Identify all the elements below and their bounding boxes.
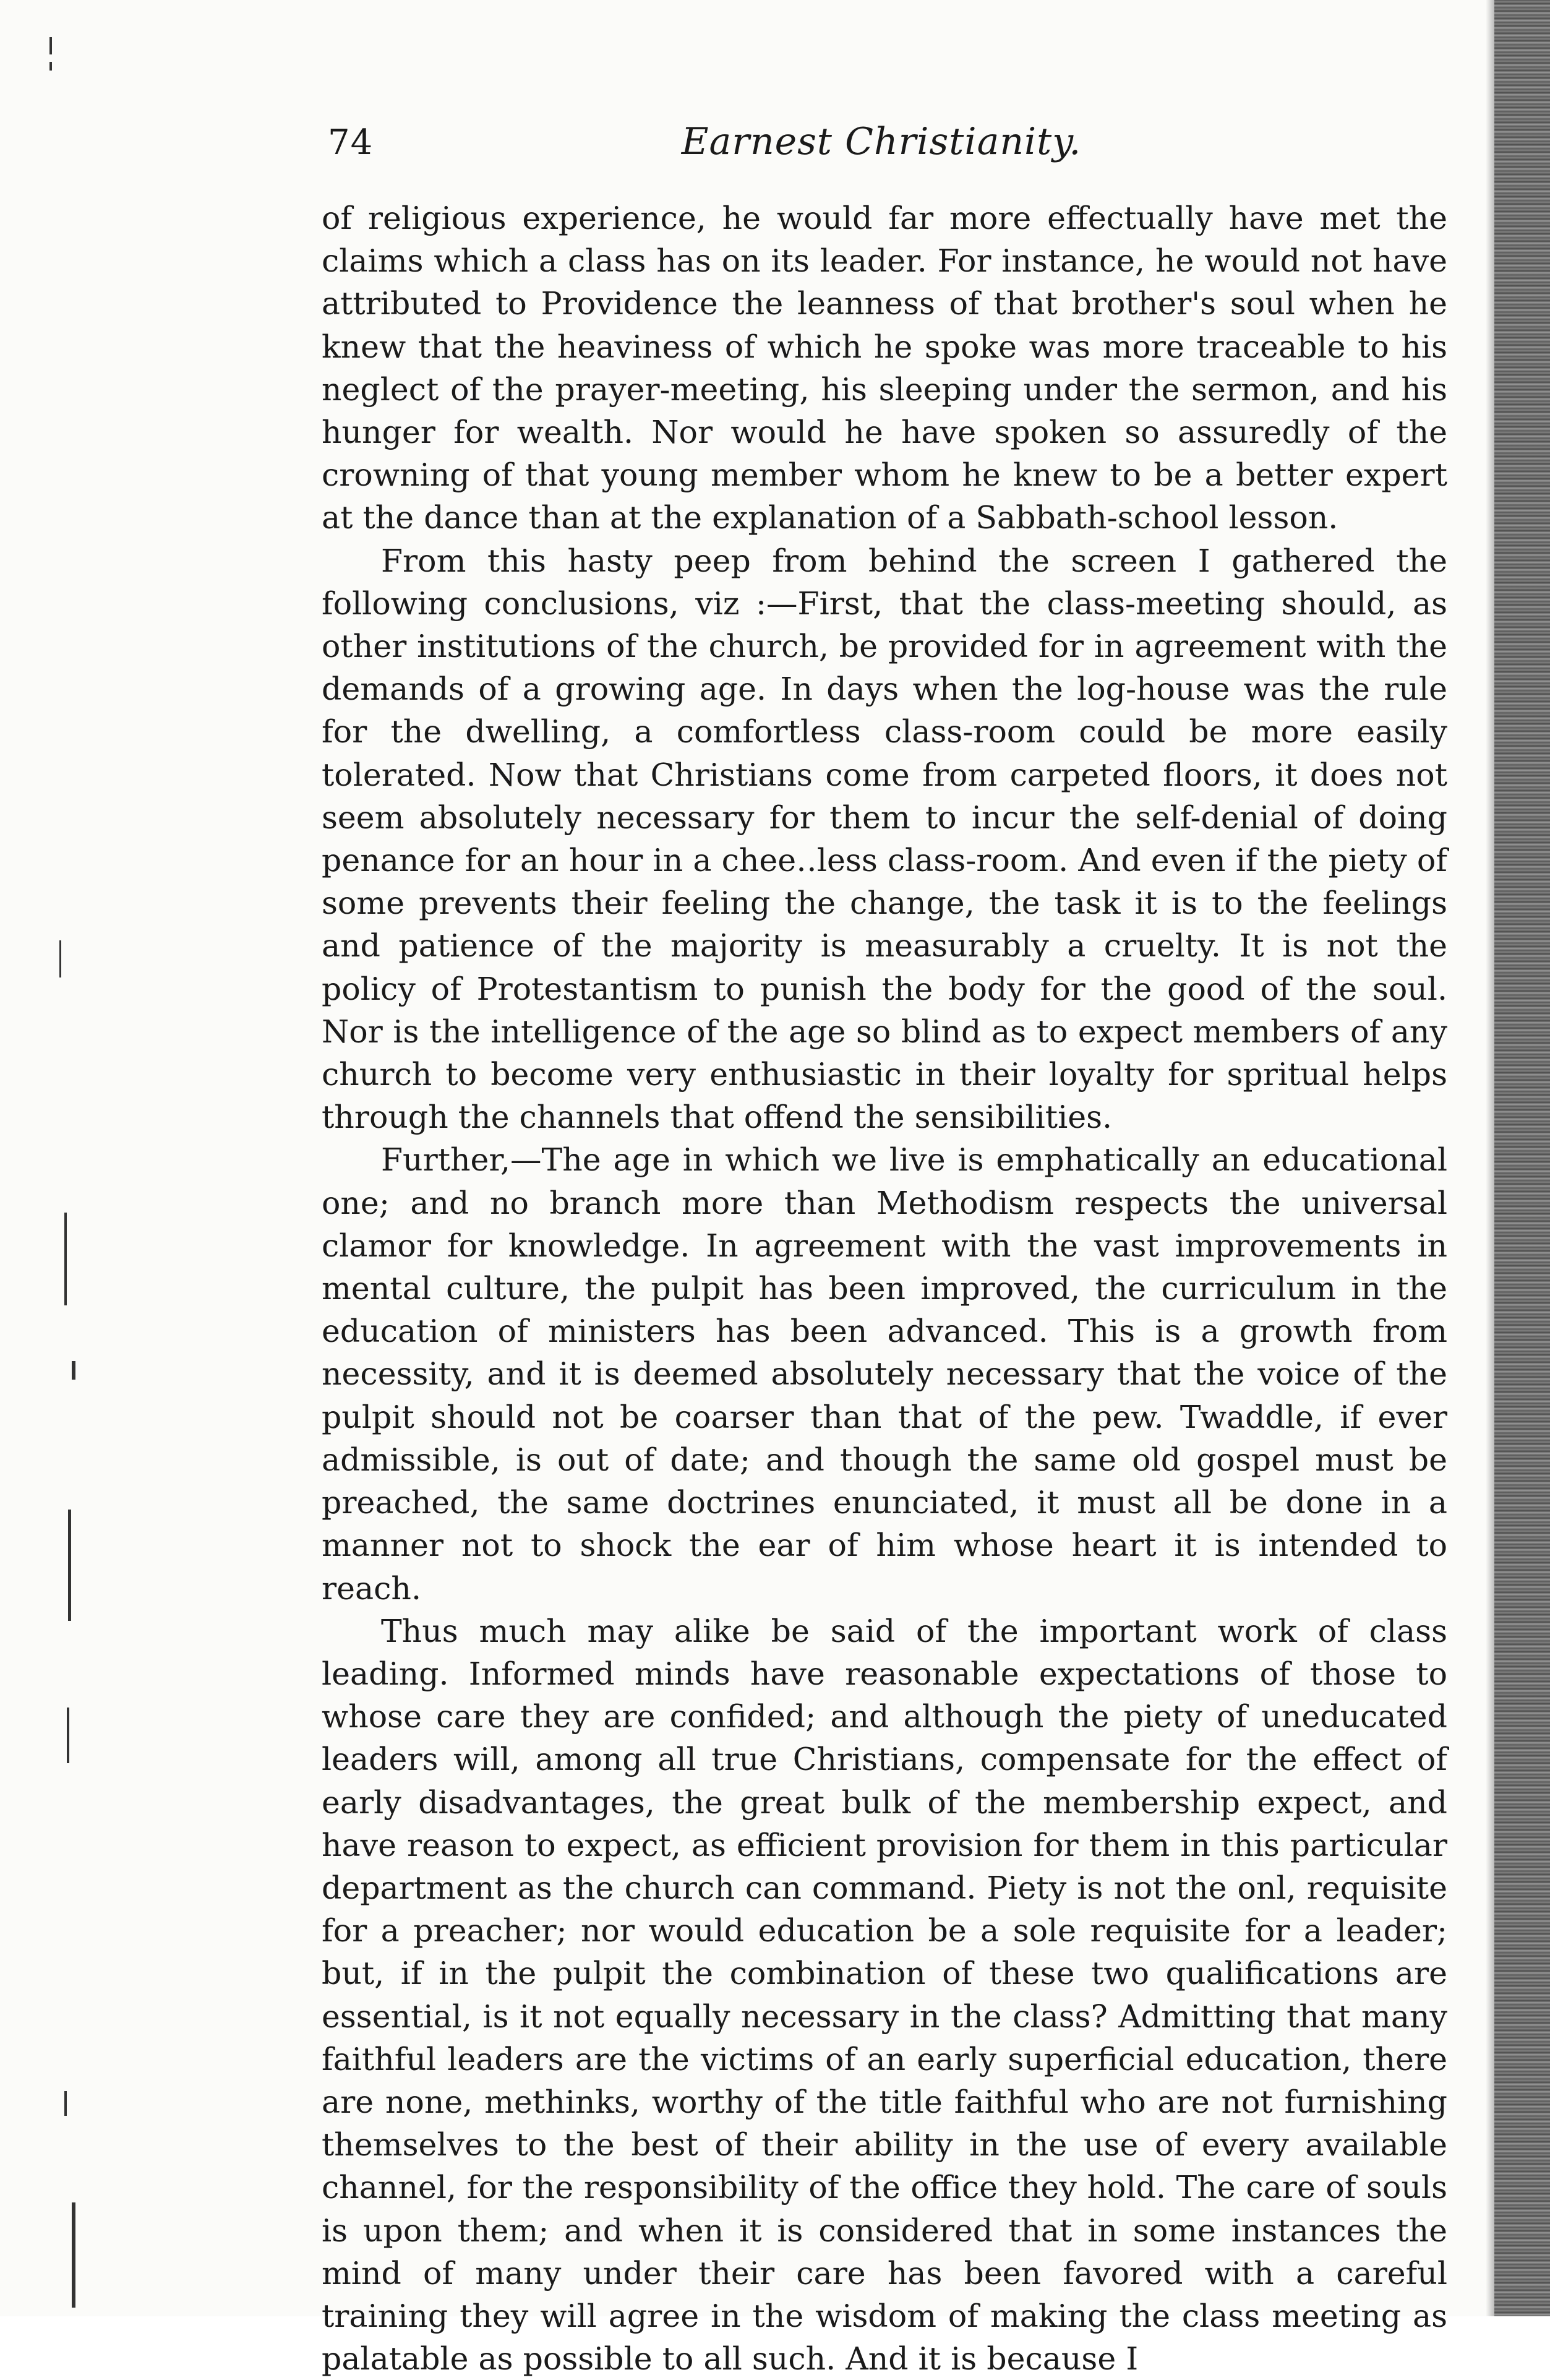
- paragraph: From this hasty peep from behind the screen I gathered the following conclusions, viz :—First, that the class-meeting should, as other institutions of the church, be provided for in agreement with the demands of a growing age. In days when the log-house was the rule for the dwelling, a comfortless class-room could be more easily tolerated. Now that Christians come from carpeted floors, it does not seem absolutely necessary for them to incur the self-denial of doing penance for an hour in a chee‥less class-room. And even if the piety of some prevents their feeling the change, the task it is to the feelings and patience of the majority is measurably a cruelty. It is not the policy of Protestantism to punish the body for the good of the soul. Nor is the intelligence of the age so blind as to expect members of any church to become very enthusiastic in their loyalty for spritual helps through the channels that offend the sensibilities.: [322, 542, 1447, 1136]
- page-number: 74: [328, 122, 374, 163]
- paragraph: Thus much may alike be said of the important work of class leading. Informed minds have reasonable expectations of those to whose care they are confided; and although the piety of uneducated leaders will, among all true Christians, compensate for the effect of early disadvantages, the great bulk of the membership expect, and have reason to expect, as efficient provision for them in this particular department as the church can command. Piety is not the onl, requisite for a preacher; nor would education be a sole requisite for a leader; but, if in the pulpit the combination of these two qualifications are essential, is it not equally necessary in the class? Admitting that many faithful leaders are the victims of an early superficial education, there are none, methinks, worthy of the title faithful who are not furnishing themselves to the best of their ability in the use of every available channel, for the responsibility of the office they hold. The care of souls is upon them; and when it is considered that in some instances the mind of many under their care has been favored with a careful training they will agree in the wisdom of making the class meeting as palatable as possible to all such. And it is because I: [322, 1612, 1447, 2378]
- body-text: [322, 197, 1447, 2380]
- running-head: [322, 118, 1441, 167]
- scanned-book-edge: [1494, 0, 1550, 2316]
- paragraph-continued: of religious experience, he would far more effectually have met the claims which a class has on its leader. For instance, he would not have attributed to Providence the leanness of that brother's soul when he knew that the heaviness of which he spoke was more traceable to his neglect of the prayer-meeting, his sleeping under the sermon, and his hunger for wealth. Nor would he have spoken so assuredly of the crowning of that young member whom he knew to be a better expert at the dance than at the explanation of a Sabbath-school lesson.: [322, 200, 1447, 536]
- page-edge-shadow: [1486, 0, 1494, 2316]
- running-title: Earnest Christianity.: [681, 120, 1082, 163]
- scan-gutter-marks: [37, 0, 87, 2316]
- paragraph: Further,—The age in which we live is emphatically an educational one; and no branch more than Methodism respects the universal clamor for knowledge. In agreement with the vast improvements in mental culture, the pulpit has been improved, the curriculum in the education of ministers has been advanced. This is a growth from necessity, and it is deemed absolutely necessary that the voice of the pulpit should not be coarser than that of the pew. Twaddle, if ever admissible, is out of date; and though the same old gospel must be preached, the same doctrines enunciated, it must all be done in a manner not to shock the ear of him whose heart it is intended to reach.: [322, 1141, 1447, 1607]
